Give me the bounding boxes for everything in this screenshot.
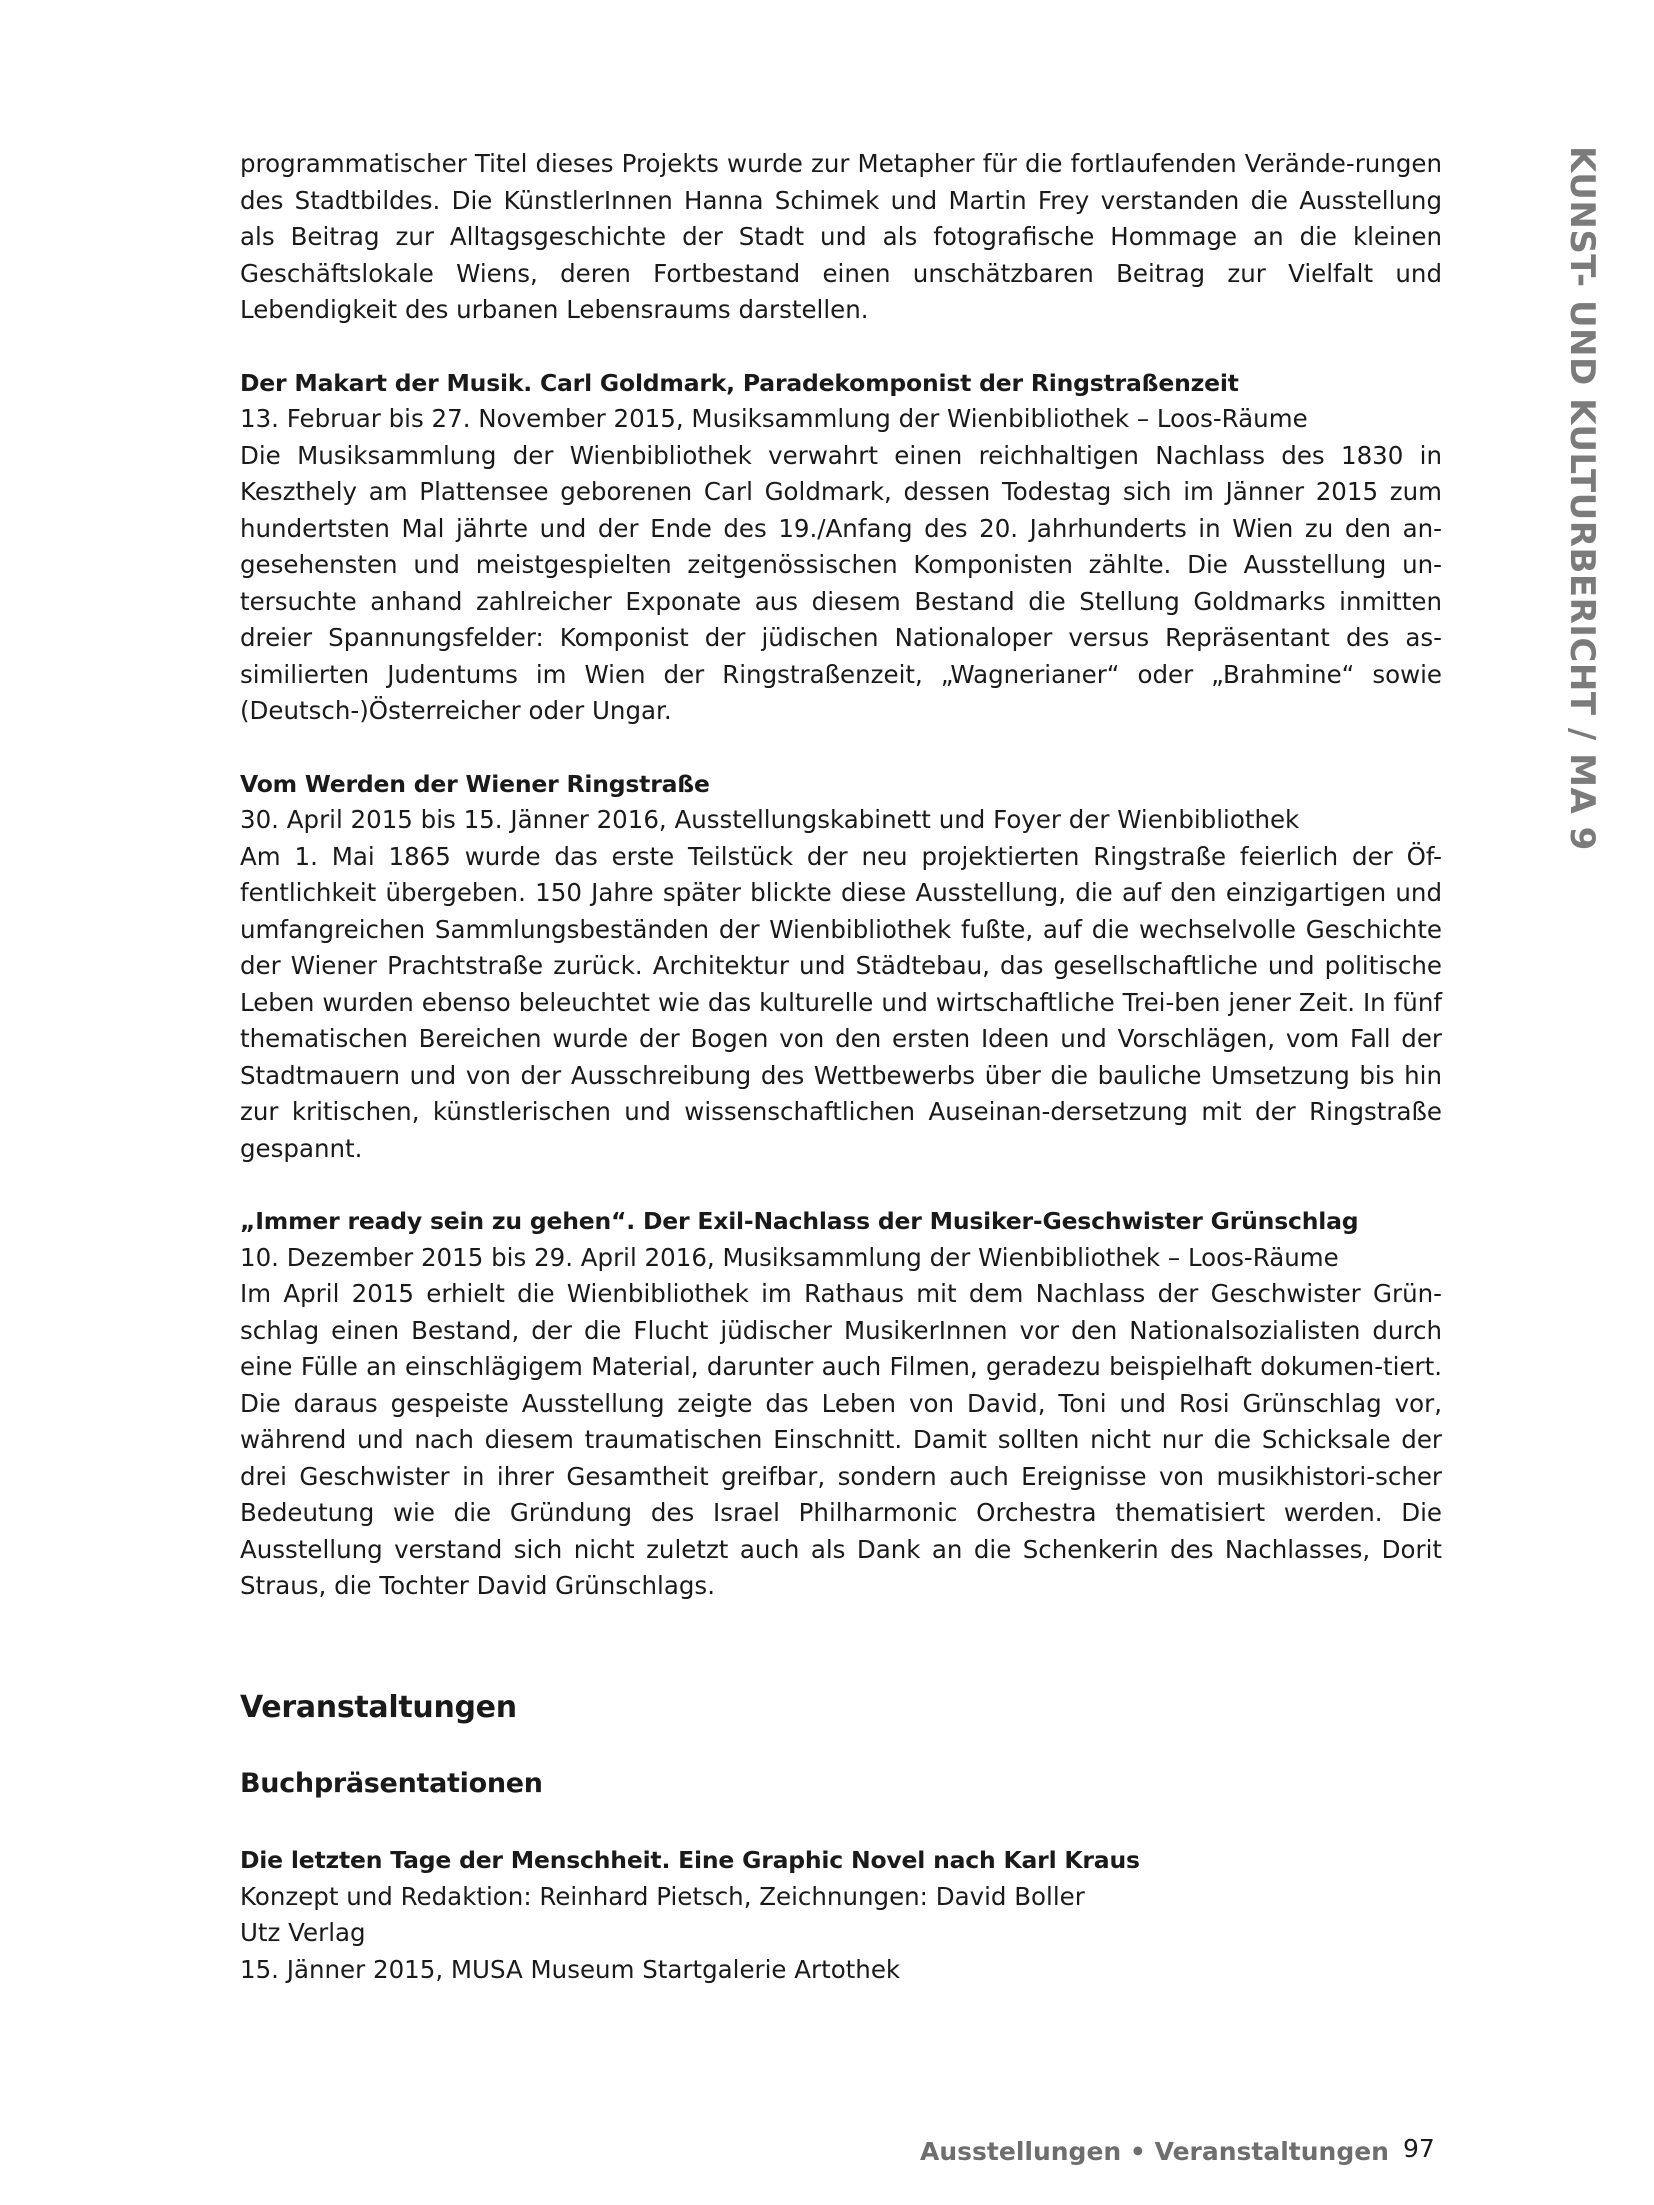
section-heading-events: Veranstaltungen: [240, 1690, 517, 1725]
exhibition-date-place: 10. Dezember 2015 bis 29. April 2016, Musiksammlung der Wienbibliothek – Loos-Räume: [240, 1242, 1339, 1272]
event-title: Die letzten Tage der Menschheit. Eine Graphic Novel nach Karl Kraus: [240, 1846, 1140, 1874]
exhibition-description: Im April 2015 erhielt die Wienbibliothek im Rathaus mit dem Nachlass der Geschwister Grün-schlag einen Bestand, der die Flucht jüdischer MusikerInnen vor den Nationalsozialisten durch eine Fülle an einschlägigem Material, darunter auch Filmen, geradezu beispielhaft dokumen-tiert. Die daraus gespeiste Ausstellung zeigte das Leben von David, Toni und Rosi Grünschlag vor, während und nach diesem traumatischen Einschnitt. Damit sollten nicht nur die Schicksale der drei Geschwister in ihrer Gesamtheit greifbar, sondern auch Ereignisse von musikhistori-scher Bedeutung wie die Gründung des Israel Philharmonic Orchestra thematisiert werden. Die Ausstellung verstand sich nicht zuletzt auch als Dank an die Schenkerin des Nachlasses, Dorit Straus, die Tochter David Grünschlags.: [240, 1279, 1442, 1600]
intro-paragraph: programmatischer Titel dieses Projekts wurde zur Metapher für die fortlaufenden Verände-rungen des Stadtbildes. Die KünstlerInnen Hanna Schimek und Martin Frey verstanden die Ausstellung als Beitrag zur Alltagsgeschichte der Stadt und als fotografische Hommage an die kleinen Geschäftslokale Wiens, deren Fortbestand einen unschätzbaren Beitrag zur Vielfalt und Lebendigkeit des urbanen Lebensraums darstellen.: [240, 149, 1442, 324]
exhibition-entry: [240, 365, 1442, 730]
exhibition-description: Die Musiksammlung der Wienbibliothek verwahrt einen reichhaltigen Nachlass des 1830 in Keszthely am Plattensee geborenen Carl Goldmark, dessen Todestag sich im Jänner 2015 zum hundertsten Mal jährte und der Ende des 19./Anfang des 20. Jahrhunderts in Wien zu den an-gesehensten und meistgespielten zeitgenössischen Komponisten zählte. Die Ausstellung un-tersuchte anhand zahlreicher Exponate aus diesem Bestand die Stellung Goldmarks inmitten dreier Spannungsfelder: Komponist der jüdischen Nationaloper versus Repräsentant des as-similierten Judentums im Wien der Ringstraßenzeit, „Wagnerianer“ oder „Brahmine“ sowie (Deutsch-)Österreicher oder Ungar.: [240, 440, 1442, 725]
main-text-column: [240, 146, 1442, 1605]
exhibition-entry: [240, 766, 1442, 1168]
exhibition-description: Am 1. Mai 1865 wurde das erste Teilstück der neu projektierten Ringstraße feierlich der Öf-fentlichkeit übergeben. 150 Jahre später blickte diese Ausstellung, die auf den einzigartigen und umfangreichen Sammlungsbeständen der Wienbibliothek fußte, auf die wechselvolle Geschichte der Wiener Prachtstraße zurück. Architektur und Städtebau, das gesellschaftliche und politische Leben wurden ebenso beleuchtet wie das kulturelle und wirtschaftliche Trei-ben jener Zeit. In fünf thematischen Bereichen wurde der Bogen von den ersten Ideen und Vorschlägen, vom Fall der Stadtmauern und von der Ausschreibung des Wettbewerbs über die bauliche Umsetzung bis hin zur kritischen, künstlerischen und wissenschaftlichen Auseinan-dersetzung mit der Ringstraße gespannt.: [240, 841, 1442, 1163]
event-publisher: Utz Verlag: [240, 1918, 366, 1947]
event-entry: [240, 1842, 1340, 1988]
event-date-place: 15. Jänner 2015, MUSA Museum Startgalerie Artothek: [240, 1954, 901, 1984]
exhibition-title: „Immer ready sein zu gehen“. Der Exil-Nachlass der Musiker-Geschwister Grünschlag: [240, 1207, 1359, 1235]
exhibition-entry: [240, 1203, 1442, 1605]
exhibition-title: Der Makart der Musik. Carl Goldmark, Paradekomponist der Ringstraßenzeit: [240, 368, 1239, 397]
subheading-book-presentations: Buchpräsentationen: [240, 1768, 543, 1799]
running-side-title: KUNST- UND KULTURBERICHT / MA 9: [1562, 146, 1602, 851]
page-number: 97: [1403, 2134, 1435, 2163]
event-credits: Konzept und Redaktion: Reinhard Pietsch, Zeichnungen: David Boller: [240, 1881, 1085, 1911]
exhibition-title: Vom Werden der Wiener Ringstraße: [240, 769, 710, 798]
exhibition-date-place: 30. April 2015 bis 15. Jänner 2016, Ausstellungskabinett und Foyer der Wienbibliothek: [240, 805, 1300, 834]
footer-section-label: Ausstellungen • Veranstaltungen: [920, 2137, 1389, 2166]
exhibition-date-place: 13. Februar bis 27. November 2015, Musiksammlung der Wienbibliothek – Loos-Räume: [240, 404, 1308, 433]
